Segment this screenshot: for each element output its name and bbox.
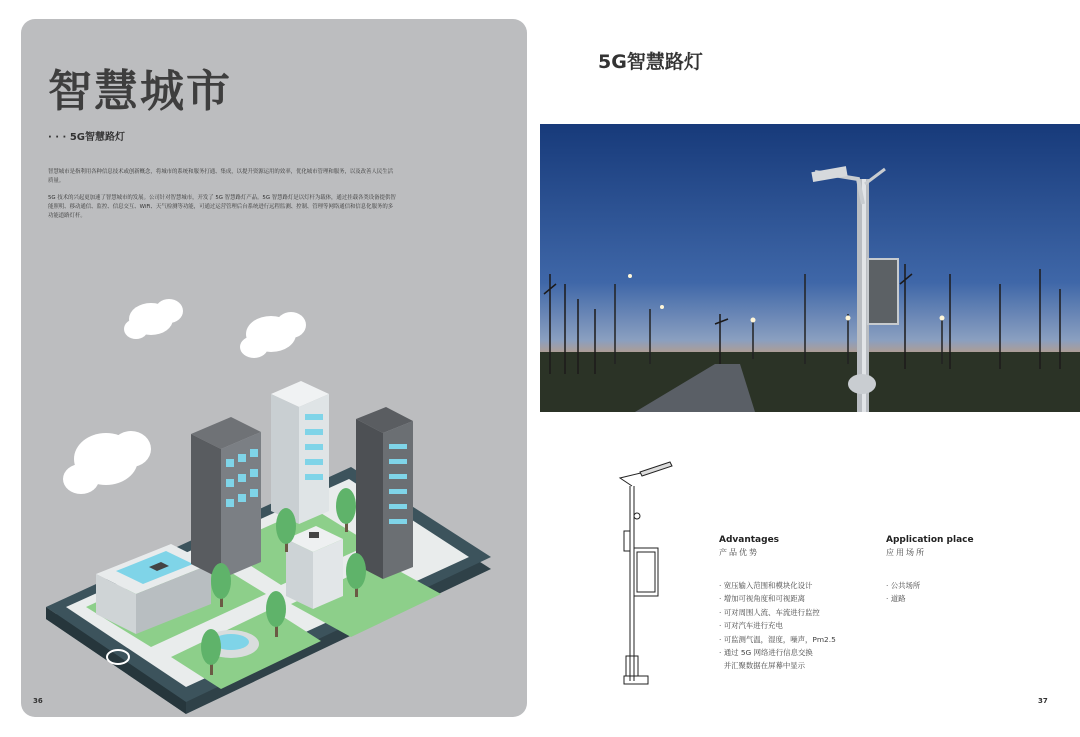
- list-item: · 公共场所: [886, 579, 1046, 592]
- street-lamp-photo: [540, 124, 1080, 412]
- application-list: [886, 579, 1046, 606]
- list-item: · 宽压输入范围和模块化设计: [719, 579, 879, 592]
- list-item: · 可监测气温，湿度，噪声，Pm2.5: [719, 633, 879, 646]
- list-item: · 可对周围人流、车流进行监控: [719, 606, 879, 619]
- smart-city-illustration: [21, 289, 527, 717]
- application-title: Application place: [886, 535, 974, 545]
- list-item: · 增加可视角度和可视距离: [719, 592, 879, 605]
- page-number-right: 37: [1038, 697, 1048, 705]
- application-subtitle: 应用场所: [886, 548, 926, 557]
- left-page: [21, 19, 527, 717]
- page-number-left: 36: [33, 697, 43, 705]
- advantages-section: [719, 535, 836, 671]
- building-icon: [286, 526, 343, 609]
- advantages-subtitle: 产品优势: [719, 548, 759, 557]
- product-title: 5G智慧路灯: [598, 51, 703, 73]
- building-icon: [271, 381, 329, 524]
- section-title: · · · 5G智慧路灯: [48, 132, 126, 143]
- list-item: · 通过 5G 网络进行信息交换: [719, 646, 879, 659]
- building-icon: [191, 417, 261, 579]
- intro-paragraph-1: 智慧城市是指利用各种信息技术或创新概念，将城市的系统和服务打通、集成，以提升资源运用的效率，优化城市管理和服务，以及改善人民生活质量。: [48, 169, 394, 184]
- street-lamp-icon: [600, 456, 690, 690]
- advantages-title: Advantages: [719, 535, 780, 545]
- page-title: 智慧城市: [48, 66, 232, 117]
- advantages-list: [719, 579, 879, 673]
- application-section: [886, 535, 974, 604]
- list-item: · 道路: [886, 592, 1046, 605]
- intro-paragraph-2: 5G 技术的兴起更加速了智慧城市的发展。公司针对智慧城市，开发了 5G 智慧路灯产品。5G 智慧路灯是以灯杆为载体，通过挂载各类设备提供智能照明、移动通信、监控、信息交互、WiFi、天气检测等功能，可通过运营管理后台系统进行远程监测、控制、管理等网络通信和信息化服务的多功能道路灯杆。: [48, 195, 396, 219]
- list-item: · 可对汽车进行充电: [719, 619, 879, 632]
- cloud-icon: [63, 299, 306, 494]
- intro-text: [48, 168, 398, 229]
- list-item: 并汇聚数据在屏幕中显示: [723, 661, 806, 671]
- building-icon: [356, 407, 413, 579]
